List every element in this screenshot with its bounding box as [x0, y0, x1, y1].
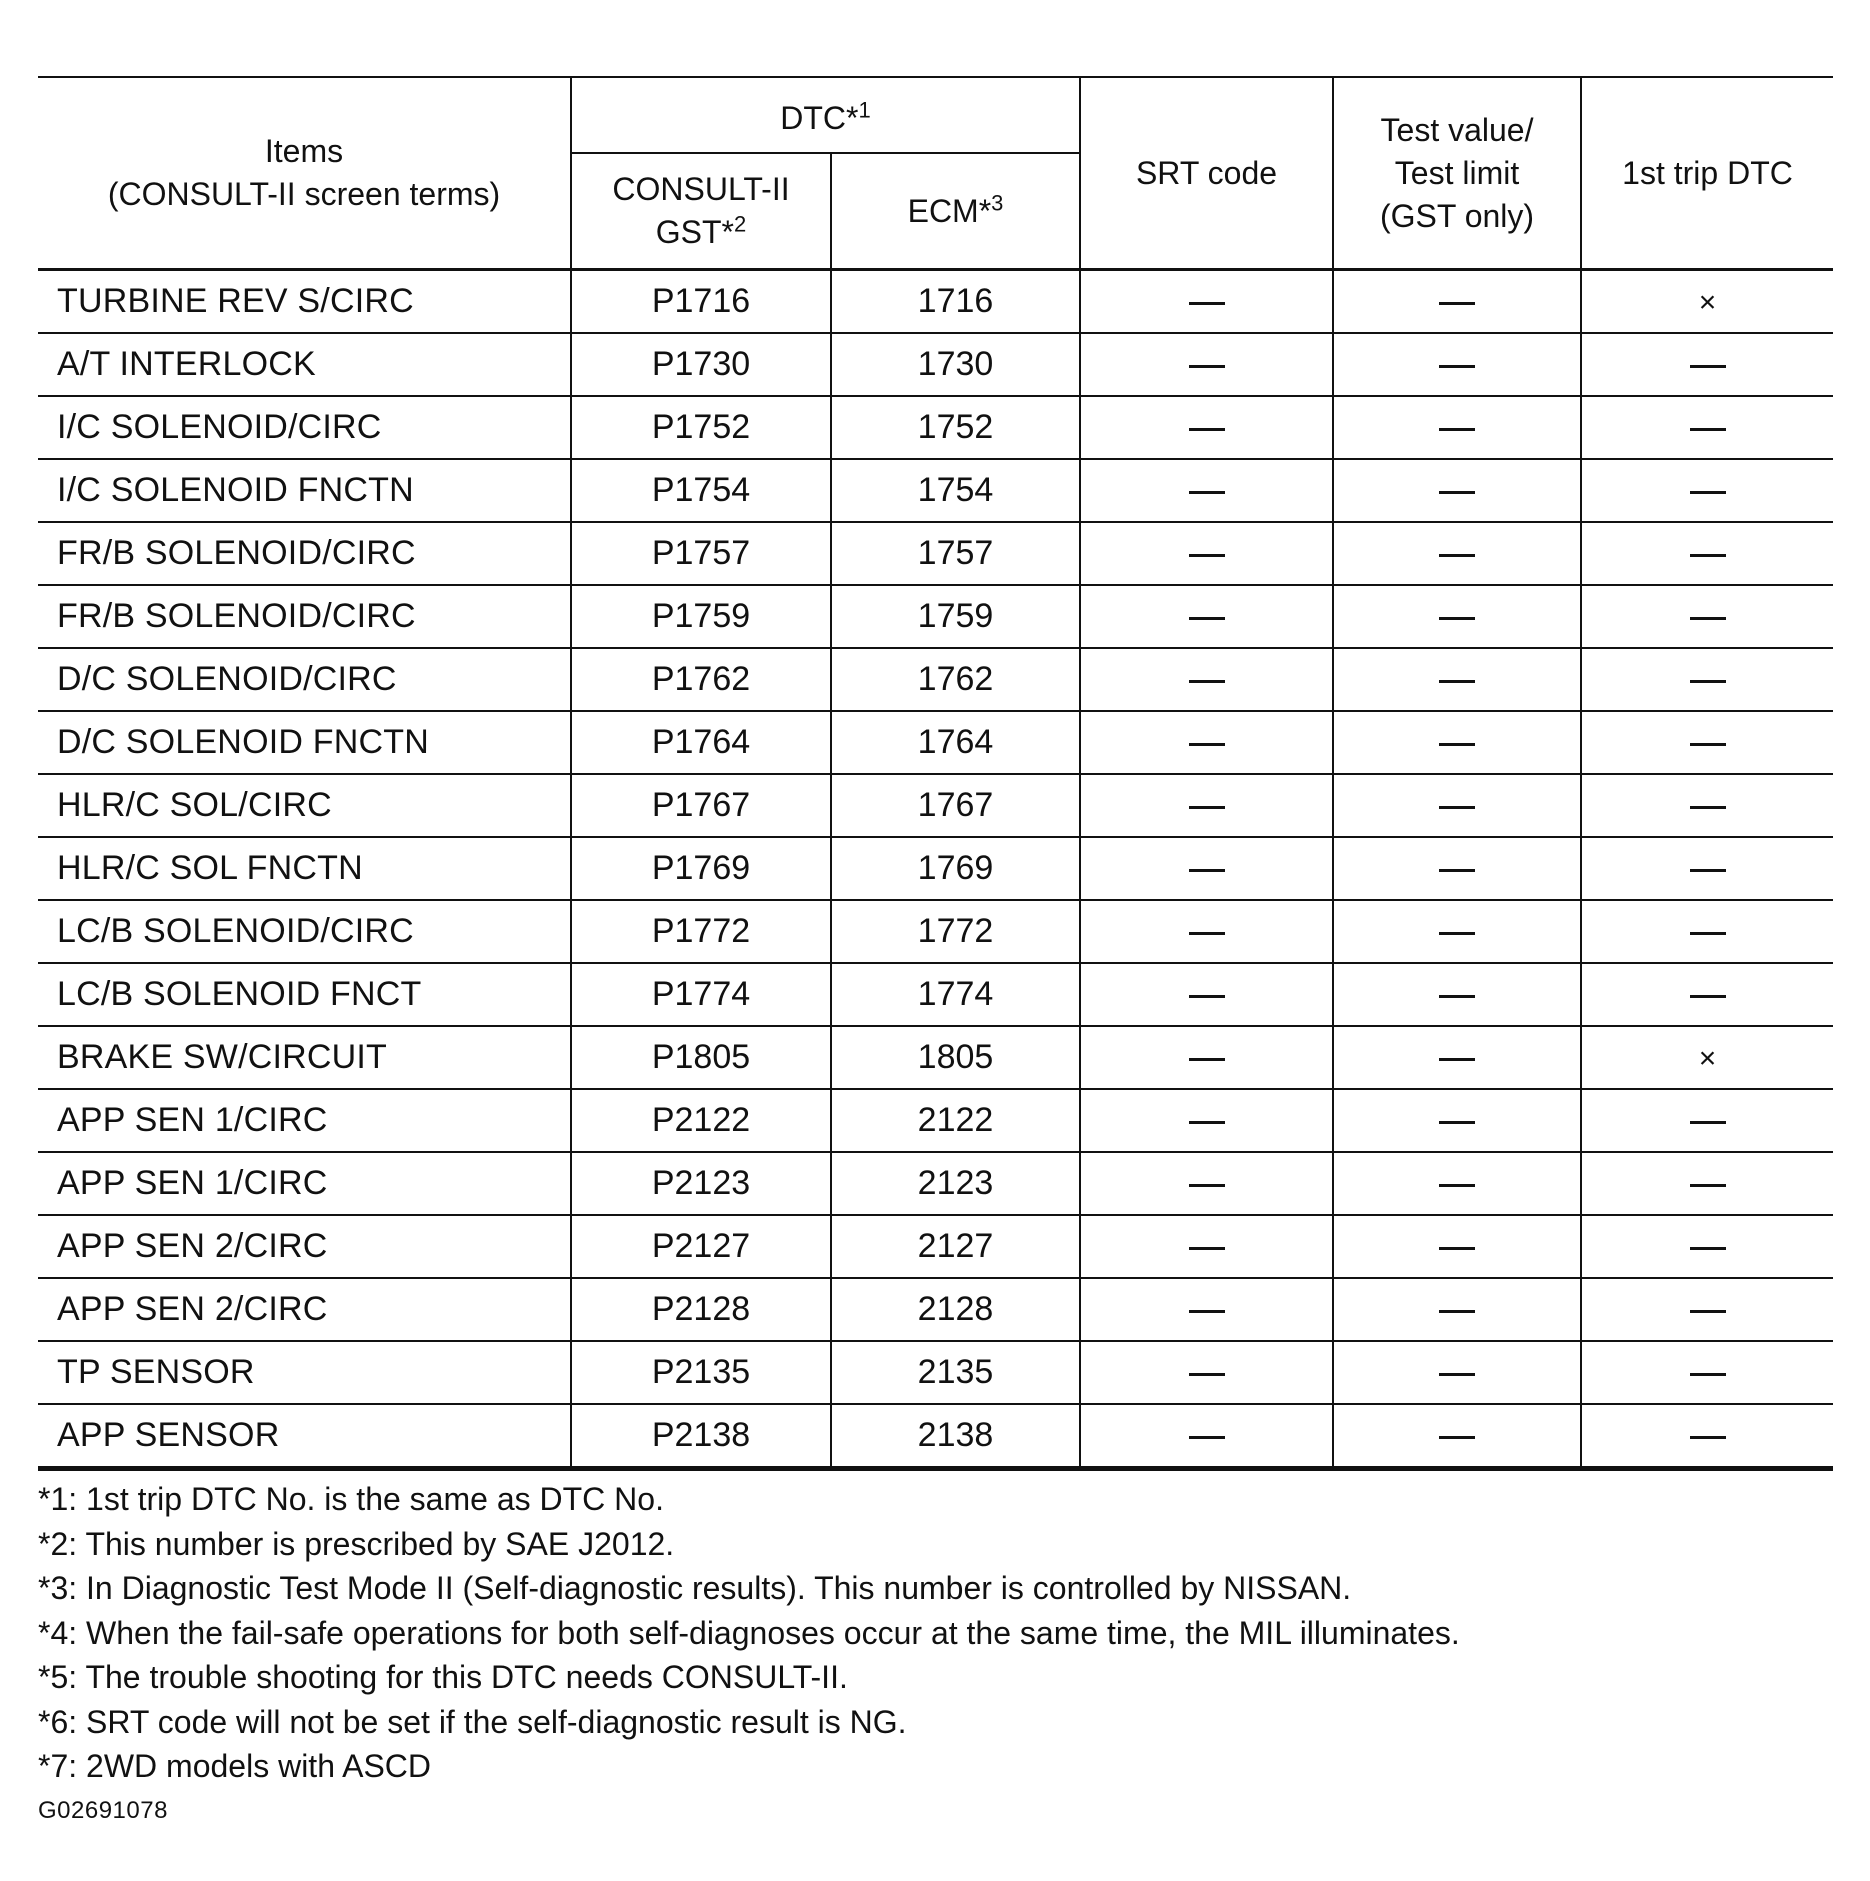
test-cell [1333, 900, 1581, 963]
trip-cell [1581, 774, 1833, 837]
ecm-cell [831, 837, 1080, 900]
ecm-cell [831, 1404, 1080, 1469]
header-consult-line1: CONSULT-II [612, 171, 790, 207]
item-cell [38, 648, 571, 711]
table-row [38, 396, 1833, 459]
header-test [1333, 77, 1581, 270]
item-value: I/C SOLENOID/CIRC [57, 408, 382, 446]
item-value: LC/B SOLENOID/CIRC [57, 912, 414, 950]
ecm-cell [831, 1278, 1080, 1341]
header-consult-gst: GST* [655, 214, 734, 250]
ecm-cell [831, 1026, 1080, 1089]
dash-mark [1690, 1121, 1726, 1124]
consult-cell [571, 1215, 831, 1278]
item-value: D/C SOLENOID FNCTN [57, 723, 429, 761]
dash-mark [1189, 302, 1225, 305]
consult-cell [571, 333, 831, 396]
header-consult-line2 [572, 211, 830, 254]
consult-value: P2135 [651, 1353, 751, 1391]
item-cell [38, 333, 571, 396]
ecm-value: 1757 [917, 534, 994, 572]
item-value: LC/B SOLENOID FNCT [57, 975, 422, 1013]
srt-cell [1080, 1026, 1333, 1089]
table-row [38, 1152, 1833, 1215]
dash-mark [1439, 491, 1475, 494]
test-cell [1333, 459, 1581, 522]
dash-mark [1439, 428, 1475, 431]
srt-cell [1080, 1215, 1333, 1278]
footnote: *3: In Diagnostic Test Mode II (Self-diagnostic results). This number is controlled by NISSAN. [38, 1570, 1352, 1606]
header-test-line3: (GST only) [1379, 197, 1535, 234]
dash-mark [1439, 1058, 1475, 1061]
item-cell [38, 1404, 571, 1469]
ecm-cell [831, 774, 1080, 837]
ecm-value: 1716 [917, 282, 994, 320]
test-cell [1333, 585, 1581, 648]
consult-value: P1769 [651, 849, 751, 887]
srt-cell [1080, 774, 1333, 837]
item-value: A/T INTERLOCK [57, 345, 316, 383]
dash-mark [1189, 869, 1225, 872]
consult-value: P1805 [651, 1038, 751, 1076]
consult-cell [571, 648, 831, 711]
dash-mark [1189, 1058, 1225, 1061]
ecm-cell [831, 459, 1080, 522]
dash-mark [1189, 1436, 1225, 1439]
consult-value: P1752 [651, 408, 751, 446]
consult-value: P2123 [651, 1164, 751, 1202]
dash-mark [1439, 1121, 1475, 1124]
test-cell [1333, 522, 1581, 585]
trip-cell [1581, 648, 1833, 711]
dash-mark [1439, 1310, 1475, 1313]
item-value: HLR/C SOL FNCTN [57, 849, 363, 887]
dash-mark [1690, 1436, 1726, 1439]
dash-mark [1690, 743, 1726, 746]
ecm-value: 2127 [917, 1227, 994, 1265]
item-cell [38, 1026, 571, 1089]
test-cell [1333, 270, 1581, 334]
header-first-trip: 1st trip DTC [1581, 77, 1833, 270]
item-value: TURBINE REV S/CIRC [57, 282, 414, 320]
dash-mark [1189, 1184, 1225, 1187]
ecm-cell [831, 900, 1080, 963]
trip-cell [1581, 1152, 1833, 1215]
ecm-value: 1730 [917, 345, 994, 383]
dtc-document [38, 76, 1833, 1825]
item-value: APP SEN 2/CIRC [57, 1227, 328, 1265]
dash-mark [1189, 680, 1225, 683]
item-cell [38, 1278, 571, 1341]
trip-cell [1581, 333, 1833, 396]
table-row [38, 963, 1833, 1026]
item-value: I/C SOLENOID FNCTN [57, 471, 414, 509]
ecm-value: 1769 [917, 849, 994, 887]
trip-cell [1581, 585, 1833, 648]
item-value: BRAKE SW/CIRCUIT [57, 1038, 388, 1076]
dash-mark [1189, 491, 1225, 494]
srt-cell [1080, 522, 1333, 585]
table-row [38, 1215, 1833, 1278]
ecm-value: 1805 [917, 1038, 994, 1076]
item-value: APP SEN 1/CIRC [57, 1101, 328, 1139]
dash-mark [1690, 365, 1726, 368]
trip-cell [1581, 1278, 1833, 1341]
consult-value: P1730 [651, 345, 751, 383]
item-value: D/C SOLENOID/CIRC [57, 660, 397, 698]
consult-cell [571, 1341, 831, 1404]
header-dtc-text: DTC* [780, 99, 859, 136]
consult-cell [571, 1278, 831, 1341]
item-value: APP SEN 2/CIRC [57, 1290, 328, 1328]
dash-mark [1690, 428, 1726, 431]
figure-id: G02691078 [38, 1796, 168, 1824]
header-items [38, 77, 571, 270]
footnote: *5: The trouble shooting for this DTC needs CONSULT-II. [38, 1659, 848, 1695]
trip-cell [1581, 900, 1833, 963]
footnotes [38, 1477, 1833, 1789]
ecm-cell [831, 1089, 1080, 1152]
ecm-value: 2135 [917, 1353, 994, 1391]
table-row [38, 1278, 1833, 1341]
consult-cell [571, 900, 831, 963]
consult-value: P1759 [651, 597, 751, 635]
dtc-table [38, 76, 1833, 1471]
test-cell [1333, 1278, 1581, 1341]
ecm-cell [831, 648, 1080, 711]
dash-mark [1690, 554, 1726, 557]
consult-value: P1764 [651, 723, 751, 761]
item-value: APP SENSOR [57, 1416, 280, 1454]
footnote: *2: This number is prescribed by SAE J2012. [38, 1525, 675, 1562]
header-srt: SRT code [1080, 77, 1333, 270]
srt-cell [1080, 396, 1333, 459]
header-ecm-sup: 3 [991, 189, 1004, 215]
ecm-cell [831, 585, 1080, 648]
ecm-value: 1754 [917, 471, 994, 509]
dash-mark [1439, 1184, 1475, 1187]
test-cell [1333, 1341, 1581, 1404]
consult-cell [571, 774, 831, 837]
trip-cell [1581, 1341, 1833, 1404]
srt-cell [1080, 333, 1333, 396]
table-row [38, 522, 1833, 585]
table-row [38, 1089, 1833, 1152]
trip-cell [1581, 837, 1833, 900]
dash-mark [1690, 806, 1726, 809]
srt-cell [1080, 963, 1333, 1026]
test-cell [1333, 774, 1581, 837]
ecm-value: 1762 [917, 660, 994, 698]
consult-value: P2138 [651, 1416, 751, 1454]
consult-cell [571, 1026, 831, 1089]
test-cell [1333, 711, 1581, 774]
header-test-line1: Test value/ [1380, 111, 1534, 148]
ecm-value: 1759 [917, 597, 994, 635]
ecm-value: 1752 [917, 408, 994, 446]
trip-cell [1581, 1215, 1833, 1278]
footnote: *4: When the fail-safe operations for both self-diagnoses occur at the same time, the MIL illuminates. [38, 1614, 1460, 1651]
item-cell [38, 900, 571, 963]
srt-cell [1080, 1152, 1333, 1215]
dash-mark [1189, 554, 1225, 557]
consult-value: P2128 [651, 1290, 751, 1328]
table-row [38, 585, 1833, 648]
header-ecm [831, 153, 1080, 270]
footnote: *7: 2WD models with ASCD [38, 1748, 432, 1784]
consult-cell [571, 963, 831, 1026]
consult-value: P1716 [651, 282, 751, 320]
item-value: APP SEN 1/CIRC [57, 1164, 328, 1202]
consult-cell [571, 270, 831, 334]
consult-cell [571, 1404, 831, 1469]
item-cell [38, 837, 571, 900]
test-cell [1333, 1026, 1581, 1089]
consult-value: P2122 [651, 1101, 751, 1139]
dash-mark [1189, 932, 1225, 935]
item-cell [38, 963, 571, 1026]
header-test-line2: Test limit [1394, 154, 1520, 191]
test-cell [1333, 648, 1581, 711]
item-value: FR/B SOLENOID/CIRC [57, 534, 416, 572]
consult-cell [571, 522, 831, 585]
ecm-cell [831, 333, 1080, 396]
dash-mark [1189, 743, 1225, 746]
table-row [38, 711, 1833, 774]
table-row [38, 333, 1833, 396]
item-value: HLR/C SOL/CIRC [57, 786, 332, 824]
table-row [38, 1026, 1833, 1089]
footnote: *1: 1st trip DTC No. is the same as DTC No. [38, 1481, 664, 1517]
item-cell [38, 1152, 571, 1215]
dash-mark [1690, 1247, 1726, 1250]
srt-cell [1080, 1404, 1333, 1469]
srt-cell [1080, 900, 1333, 963]
dash-mark [1189, 1121, 1225, 1124]
ecm-value: 1774 [917, 975, 994, 1013]
dash-mark [1439, 1247, 1475, 1250]
trip-cell [1581, 1026, 1833, 1089]
dash-mark [1439, 1373, 1475, 1376]
srt-cell [1080, 459, 1333, 522]
item-cell [38, 1089, 571, 1152]
table-row [38, 774, 1833, 837]
dash-mark [1189, 1247, 1225, 1250]
consult-cell [571, 585, 831, 648]
dash-mark [1439, 1436, 1475, 1439]
ecm-cell [831, 396, 1080, 459]
table-row [38, 1341, 1833, 1404]
dash-mark [1690, 1184, 1726, 1187]
dash-mark [1439, 743, 1475, 746]
test-cell [1333, 1152, 1581, 1215]
srt-cell [1080, 1089, 1333, 1152]
dash-mark [1439, 869, 1475, 872]
test-cell [1333, 1089, 1581, 1152]
table-header [38, 77, 1833, 270]
header-dtc-sup: 1 [858, 96, 871, 122]
ecm-cell [831, 270, 1080, 334]
header-consult-sup: 2 [733, 211, 747, 237]
consult-value: P1772 [651, 912, 751, 950]
header-dtc [571, 77, 1080, 153]
consult-cell [571, 711, 831, 774]
trip-cell [1581, 459, 1833, 522]
trip-cell [1581, 963, 1833, 1026]
item-cell [38, 1215, 571, 1278]
dash-mark [1439, 806, 1475, 809]
header-consult [571, 153, 831, 270]
dash-mark [1189, 1373, 1225, 1376]
dash-mark [1439, 617, 1475, 620]
dash-mark [1439, 995, 1475, 998]
dash-mark [1189, 428, 1225, 431]
trip-cell [1581, 522, 1833, 585]
ecm-cell [831, 711, 1080, 774]
item-cell [38, 585, 571, 648]
trip-cell [1581, 270, 1833, 334]
trip-cell [1581, 711, 1833, 774]
header-items-line2: (CONSULT-II screen terms) [107, 176, 501, 212]
ecm-value: 2123 [917, 1164, 994, 1202]
table-body [38, 270, 1833, 1469]
dash-mark [1189, 617, 1225, 620]
srt-cell [1080, 711, 1333, 774]
test-cell [1333, 837, 1581, 900]
table-row [38, 837, 1833, 900]
srt-cell [1080, 1341, 1333, 1404]
consult-cell [571, 396, 831, 459]
consult-value: P2127 [651, 1227, 751, 1265]
cross-mark: × [1698, 286, 1717, 319]
dash-mark [1439, 932, 1475, 935]
consult-cell [571, 1152, 831, 1215]
cross-mark: × [1698, 1042, 1717, 1075]
trip-cell [1581, 1089, 1833, 1152]
table-row [38, 648, 1833, 711]
table-row [38, 900, 1833, 963]
dash-mark [1189, 995, 1225, 998]
item-value: FR/B SOLENOID/CIRC [57, 597, 416, 635]
ecm-value: 2128 [917, 1290, 994, 1328]
trip-cell [1581, 1404, 1833, 1469]
footnote: *6: SRT code will not be set if the self-diagnostic result is NG. [38, 1703, 907, 1740]
dash-mark [1439, 365, 1475, 368]
item-cell [38, 774, 571, 837]
dash-mark [1439, 554, 1475, 557]
consult-value: P1754 [651, 471, 751, 509]
item-cell [38, 711, 571, 774]
consult-value: P1762 [651, 660, 751, 698]
trip-cell [1581, 396, 1833, 459]
test-cell [1333, 333, 1581, 396]
test-cell [1333, 963, 1581, 1026]
consult-value: P1774 [651, 975, 751, 1013]
srt-cell [1080, 585, 1333, 648]
consult-cell [571, 459, 831, 522]
dash-mark [1189, 1310, 1225, 1313]
item-value: TP SENSOR [57, 1353, 255, 1391]
item-cell [38, 459, 571, 522]
dash-mark [1439, 302, 1475, 305]
dash-mark [1690, 1373, 1726, 1376]
table-row [38, 459, 1833, 522]
item-cell [38, 270, 571, 334]
consult-cell [571, 837, 831, 900]
dash-mark [1690, 932, 1726, 935]
test-cell [1333, 1404, 1581, 1469]
dash-mark [1439, 680, 1475, 683]
consult-value: P1767 [651, 786, 751, 824]
ecm-value: 2138 [917, 1416, 994, 1454]
ecm-value: 1772 [917, 912, 994, 950]
dash-mark [1189, 365, 1225, 368]
ecm-value: 2122 [917, 1101, 994, 1139]
dash-mark [1690, 491, 1726, 494]
ecm-cell [831, 1152, 1080, 1215]
srt-cell [1080, 648, 1333, 711]
consult-value: P1757 [651, 534, 751, 572]
dash-mark [1690, 1310, 1726, 1313]
dash-mark [1690, 617, 1726, 620]
test-cell [1333, 1215, 1581, 1278]
ecm-cell [831, 1341, 1080, 1404]
test-cell [1333, 396, 1581, 459]
srt-cell [1080, 837, 1333, 900]
ecm-cell [831, 522, 1080, 585]
ecm-value: 1767 [917, 786, 994, 824]
item-cell [38, 1341, 571, 1404]
dash-mark [1690, 869, 1726, 872]
header-items-line1: Items [264, 133, 344, 169]
dash-mark [1189, 806, 1225, 809]
item-cell [38, 522, 571, 585]
table-row [38, 270, 1833, 334]
header-ecm-text: ECM* [907, 192, 992, 229]
item-cell [38, 396, 571, 459]
consult-cell [571, 1089, 831, 1152]
table-row [38, 1404, 1833, 1469]
ecm-value: 1764 [917, 723, 994, 761]
srt-cell [1080, 270, 1333, 334]
srt-cell [1080, 1278, 1333, 1341]
ecm-cell [831, 963, 1080, 1026]
ecm-cell [831, 1215, 1080, 1278]
dash-mark [1690, 995, 1726, 998]
dash-mark [1690, 680, 1726, 683]
